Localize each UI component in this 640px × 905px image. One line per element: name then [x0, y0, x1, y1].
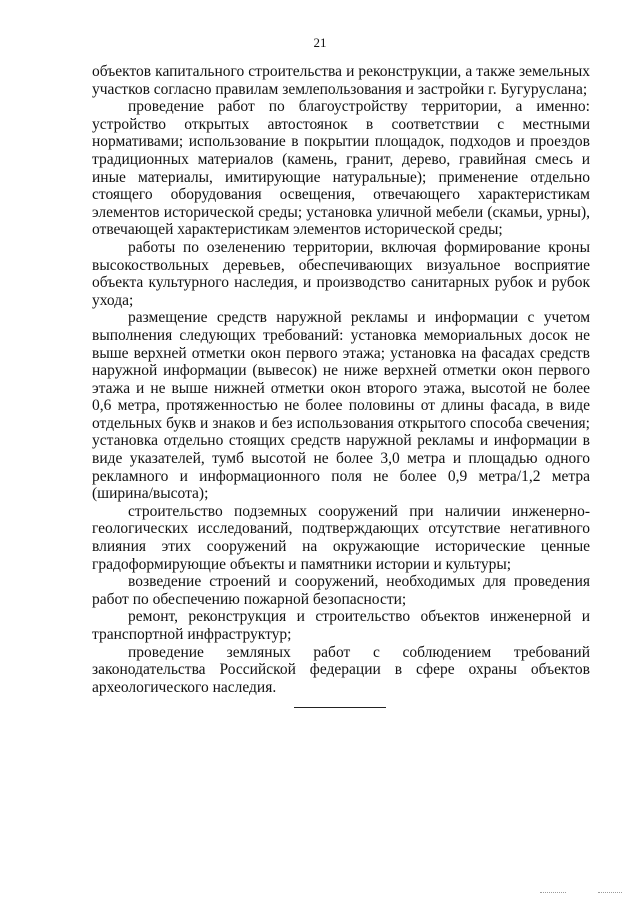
paragraph-greening: работы по озеленению территории, включая формирование кроны высокоствольных деревьев, обеспечивающих визуальное восприятие объекта культурного наследия, и производство санитарных рубок и рубок ухода;: [92, 238, 590, 309]
document-body: [92, 63, 590, 696]
paragraph-fire-safety: возведение строений и сооружений, необходимых для проведения работ по обеспечению пожарной безопасности;: [92, 573, 590, 608]
paragraph-landscaping: проведение работ по благоустройству территории, а именно: устройство открытых автостоянок в соответствии с местными нормативами; использование в покрытии площадок, подходов и проездов традиционных материалов (камень, гранит, дерево, гравийная смесь и иные материалы, имитирующие натуральные); применение отдельно стоящего оборудования освещения, отвечающего характеристикам элементов исторической среды; установка уличной мебели (скамьи, урны), отвечающей характеристикам элементов исторической среды;: [92, 98, 590, 239]
end-separator-line: [294, 707, 386, 708]
scan-artifact-mark: [598, 892, 622, 893]
paragraph-infrastructure: ремонт, реконструкция и строительство объектов инженерной и транспортной инфраструктур;: [92, 608, 590, 643]
paragraph-advertising: размещение средств наружной рекламы и информации с учетом выполнения следующих требований: установка мемориальных досок не выше верхней отметки окон первого этажа; установка на фасадах средств наружной информации (вывесок) не ниже верхней отметки окон первого этажа и не выше нижней отметки окон второго этажа, высотой не более 0,6 метра, протяженностью не более половины от длины фасада, в виде отдельных букв и знаков и без использования открытого способа свечения; установка отдельно стоящих средств наружной рекламы и информации в виде указателей, тумб высотой не более 3,0 метра и площадью одного рекламного и информационного поля не более 0,9 метра/1,2 метра (ширина/высота);: [92, 309, 590, 503]
paragraph-earthworks: проведение земляных работ с соблюдением требований законодательства Российской федерации в сфере охраны объектов археологического наследия.: [92, 643, 590, 696]
paragraph-underground: строительство подземных сооружений при наличии инженерно-геологических исследований, подтверждающих отсутствие негативного влияния этих сооружений на окружающие исторические ценные градоформирующие объекты и памятники истории и культуры;: [92, 502, 590, 573]
scan-artifact-mark: [540, 892, 566, 893]
paragraph-continuation: объектов капитального строительства и реконструкции, а также земельных участков согласно правилам землепользования и застройки г. Бугуруслана;: [92, 63, 590, 98]
page-number: 21: [313, 35, 327, 50]
